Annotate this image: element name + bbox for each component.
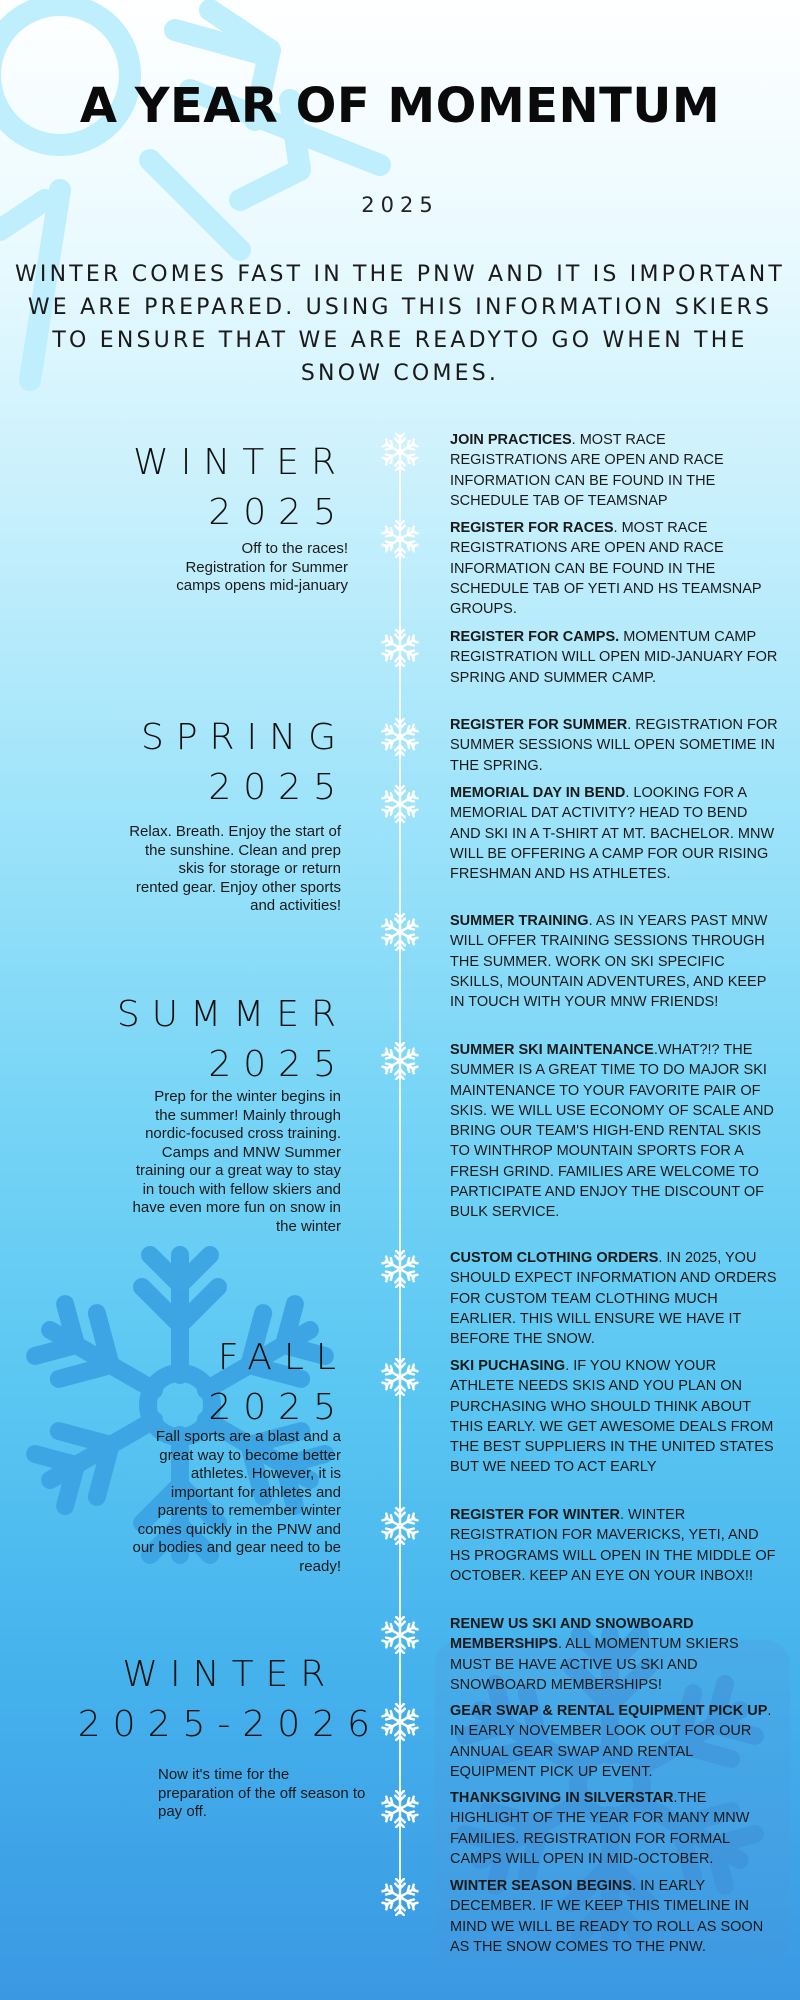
entry-title: RENEW US SKI AND SNOWBOARD MEMBERSHIPS <box>450 1616 694 1653</box>
entry-title: WINTER SEASON BEGINS <box>450 1878 633 1894</box>
entry-text: .WHAT?!? THE SUMMER IS A GREAT TIME TO DO MAJOR SKI MAINTENANCE TO YOUR FAVORITE PAIR OF SKIS. WE WILL USE ECONOMY OF SCALE AND BRING OUR TEAM'S HIGH-END RENTAL SKIS TO WINTHROP MOUNTAIN SPORTS FOR A FRESH GRIND. FAMILIES ARE WELCOME TO PARTICIPATE AND ENJOY THE DISCOUNT OF BULK SERVICE. <box>450 1042 774 1221</box>
timeline-entry <box>450 1040 780 1223</box>
entry-title: SUMMER SKI MAINTENANCE <box>450 1042 654 1058</box>
snowflake-icon <box>381 1250 419 1288</box>
entry-text: . MOST RACE REGISTRATIONS ARE OPEN AND RACE INFORMATION CAN BE FOUND IN THE SCHEDULE TAB OF TEAMSNAP <box>450 432 724 509</box>
entry-text: . IN 2025, YOU SHOULD EXPECT INFORMATION AND ORDERS FOR CUSTOM TEAM CLOTHING MUCH EARLIER. THIS WILL ENSURE WE HAVE IT BEFORE THE SNOW. <box>450 1250 777 1348</box>
season-heading <box>117 990 348 1090</box>
snowflake-icon <box>381 785 419 823</box>
timeline-entry <box>450 518 780 619</box>
season-year: 2025 <box>208 1044 348 1085</box>
entry-title: GEAR SWAP & RENTAL EQUIPMENT PICK UP <box>450 1703 768 1719</box>
snowflake-icon <box>381 1878 419 1916</box>
entry-text: . IF YOU KNOW YOUR ATHLETE NEEDS SKIS AND YOU PLAN ON PURCHASING WHO SHOULD THINK ABOUT THIS EARLY. WE GET AWESOME DEALS FROM THE BEST SUPPLIERS IN THE UNITED STATES BUT WE NEED TO ACT EARLY <box>450 1358 774 1476</box>
entry-title: MEMORIAL DAY IN BEND <box>450 785 626 801</box>
season-description: Off to the races! Registration for Summer camps opens mid-january <box>176 540 348 594</box>
season-heading <box>133 438 348 538</box>
timeline-entry <box>450 1876 780 1957</box>
timeline-entry <box>450 1701 780 1782</box>
snowflake-icon <box>381 1507 419 1545</box>
page-title: A YEAR OF MOMENTUM <box>79 78 721 134</box>
season-description: Prep for the winter begins in the summer! Mainly through nordic-focused cross training. Camps and MNW Summer training our a great way to stay in touch with fellow skiers and have even more fun on snow in the winter <box>132 1088 341 1235</box>
timeline-entry <box>450 1788 780 1869</box>
season-heading <box>208 1333 348 1433</box>
entry-title: REGISTER FOR CAMPS. <box>450 629 620 645</box>
snowflake-icon <box>381 629 419 667</box>
snowflake-icon <box>381 913 419 951</box>
timeline-entry <box>450 1248 780 1349</box>
page-year: 2025 <box>361 193 439 217</box>
entry-text: . AS IN YEARS PAST MNW WILL OFFER TRAINING SESSIONS THROUGH THE SUMMER. WORK ON SKI SPECIFIC SKILLS, MOUNTAIN ADVENTURES, AND KEEP IN TOUCH WITH YOUR MNW FRIENDS! <box>450 913 768 1011</box>
entry-title: SKI PUCHASING <box>450 1358 566 1374</box>
timeline-entry <box>450 1356 780 1478</box>
snowflake-icon <box>381 520 419 558</box>
entry-text: . IN EARLY NOVEMBER LOOK OUT FOR OUR ANNUAL GEAR SWAP AND RENTAL EQUIPMENT PICK UP EVENT. <box>450 1703 772 1780</box>
snowflake-icon <box>381 433 419 471</box>
season-year: 2025 <box>208 767 348 808</box>
snowflake-icon <box>381 1703 419 1741</box>
season-description: Now it's time for the preparation of the off season to pay off. <box>158 1766 366 1820</box>
timeline-entry <box>450 911 780 1012</box>
entry-text: . LOOKING FOR A MEMORIAL DAT ACTIVITY? HEAD TO BEND AND SKI IN A T-SHIRT AT MT. BACHELOR. MNW WILL BE OFFERING A CAMP FOR OUR RISING FRESHMAN AND HS ATHLETES. <box>450 785 775 883</box>
timeline-entry <box>450 430 780 511</box>
entry-title: THANKSGIVING IN SILVERSTAR <box>450 1790 674 1806</box>
season-heading <box>78 1650 382 1750</box>
season-name: SPRING <box>140 717 348 758</box>
entry-title: REGISTER FOR SUMMER <box>450 717 628 733</box>
entry-title: JOIN PRACTICES <box>450 432 572 448</box>
entry-title: SUMMER TRAINING <box>450 913 589 929</box>
season-description: Relax. Breath. Enjoy the start of the sunshine. Clean and prep skis for storage or return rented gear. Enjoy other sports and activities! <box>129 823 341 914</box>
season-name: WINTER <box>133 442 348 483</box>
entry-text: . MOST RACE REGISTRATIONS ARE OPEN AND RACE INFORMATION CAN BE FOUND IN THE SCHEDULE TAB OF YETI AND HS TEAMSNAP GROUPS. <box>450 520 762 618</box>
entry-title: CUSTOM CLOTHING ORDERS <box>450 1250 659 1266</box>
entry-text: .THE HIGHLIGHT OF THE YEAR FOR MANY MNW FAMILIES. REGISTRATION FOR FORMAL CAMPS WILL OPEN IN MID-OCTOBER. <box>450 1790 750 1867</box>
entry-text: . ALL MOMENTUM SKIERS MUST BE HAVE ACTIVE US SKI AND SNOWBOARD MEMBERSHIPS! <box>450 1636 739 1693</box>
timeline-entry <box>450 1614 780 1695</box>
timeline-entry <box>450 627 780 688</box>
snowflake-icon <box>381 1616 419 1654</box>
season-year: 2025 <box>208 492 348 533</box>
entry-text: MOMENTUM CAMP REGISTRATION WILL OPEN MID-JANUARY FOR SPRING AND SUMMER CAMP. <box>450 629 778 686</box>
entry-text: . WINTER REGISTRATION FOR MAVERICKS, YETI, AND HS PROGRAMS WILL OPEN IN THE MIDDLE OF OCTOBER. KEEP AN EYE ON YOUR INBOX!! <box>450 1507 776 1584</box>
timeline-entry <box>450 783 780 884</box>
season-year: 2025-2026 <box>77 1704 382 1745</box>
entry-text: . REGISTRATION FOR SUMMER SESSIONS WILL OPEN SOMETIME IN THE SPRING. <box>450 717 778 774</box>
timeline-entry <box>450 715 780 776</box>
snowflake-icon <box>381 1042 419 1080</box>
season-description: Fall sports are a blast and a great way to become better athletes. However, it is important for athletes and parents to remember winter comes quickly in the PNW and our bodies and gear need to be ready! <box>132 1428 341 1575</box>
intro-text: WINTER COMES FAST IN THE PNW AND IT IS IMPORTANT WE ARE PREPARED. USING THIS INFORMATION SKIERS TO ENSURE THAT WE ARE READYTO GO WHEN THE SNOW COMES. <box>14 262 786 386</box>
season-name: FALL <box>217 1337 348 1378</box>
season-heading <box>141 713 348 813</box>
timeline-entry <box>450 1505 780 1586</box>
snowflake-icon <box>381 718 419 756</box>
season-name: SUMMER <box>116 994 348 1035</box>
season-name: WINTER <box>122 1654 338 1695</box>
entry-text: . IN EARLY DECEMBER. IF WE KEEP THIS TIMELINE IN MIND WE WILL BE READY TO ROLL AS SOON AS THE SNOW COMES TO THE PNW. <box>450 1878 764 1955</box>
entry-title: REGISTER FOR WINTER <box>450 1507 620 1523</box>
season-year: 2025 <box>208 1387 348 1428</box>
entry-title: REGISTER FOR RACES <box>450 520 614 536</box>
snowflake-icon <box>381 1358 419 1396</box>
